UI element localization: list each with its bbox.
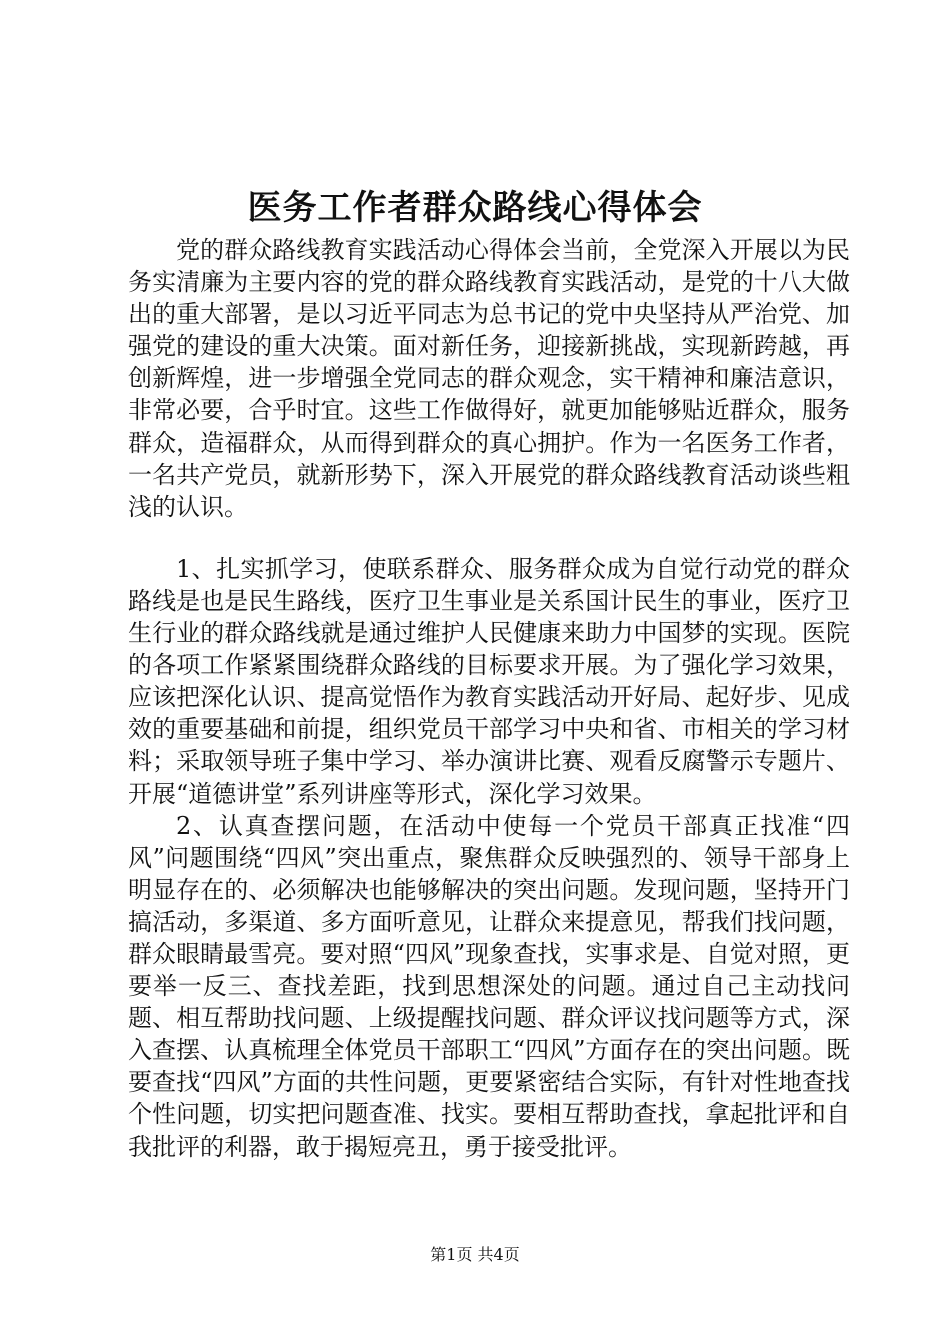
document-title: 医务工作者群众路线心得体会 — [247, 188, 703, 228]
paragraph-spacer — [128, 523, 850, 553]
page-number-footer: 第1页 共4页 — [430, 1245, 520, 1264]
document-body — [128, 234, 850, 1163]
paragraph-intro: 党的群众路线教育实践活动心得体会当前，全党深入开展以为民务实清廉为主要内容的党的群众路线教育实践活动，是党的十八大做出的重大部署，是以习近平同志为总书记的党中央坚持从严治党、加强党的建设的重大决策。面对新任务，迎接新挑战，实现新跨越，再创新辉煌，进一步增强全党同志的群众观念，实干精神和廉洁意识，非常必要，合乎时宜。这些工作做得好，就更加能够贴近群众，服务群众，造福群众，从而得到群众的真心拥护。作为一名医务工作者，一名共产党员，就新形势下，深入开展党的群众路线教育活动谈些粗浅的认识。 — [128, 236, 850, 521]
paragraph-section-1: 1、扎实抓学习，使联系群众、服务群众成为自觉行动党的群众路线是也是民生路线，医疗卫生事业是关系国计民生的事业，医疗卫生行业的群众路线就是通过维护人民健康来助力中国梦的实现。医院的各项工作紧紧围绕群众路线的目标要求开展。为了强化学习效果，应该把深化认识、提高觉悟作为教育实践活动开好局、起好步、见成效的重要基础和前提，组织党员干部学习中央和省、市相关的学习材料；采取领导班子集中学习、举办演讲比赛、观看反腐警示专题片、开展“道德讲堂”系列讲座等形式，深化学习效果。 — [128, 554, 850, 808]
paragraph-section-2: 2、认真查摆问题，在活动中使每一个党员干部真正找准“四风”问题围绕“四风”突出重点，聚焦群众反映强烈的、领导干部身上明显存在的、必须解决也能够解决的突出问题。发现问题，坚持开门搞活动，多渠道、多方面听意见，让群众来提意见，帮我们找问题，群众眼睛最雪亮。要对照“四风”现象查找，实事求是、自觉对照，更要举一反三、查找差距，找到思想深处的问题。通过自己主动找问题、相互帮助找问题、上级提醒找问题、群众评议找问题等方式，深入查摆、认真梳理全体党员干部职工“四风”方面存在的突出问题。既要查找“四风”方面的共性问题，更要紧密结合实际，有针对性地查找个性问题，切实把问题查准、找实。要相互帮助查找，拿起批评和自我批评的利器，敢于揭短亮丑，勇于接受批评。 — [128, 811, 850, 1161]
